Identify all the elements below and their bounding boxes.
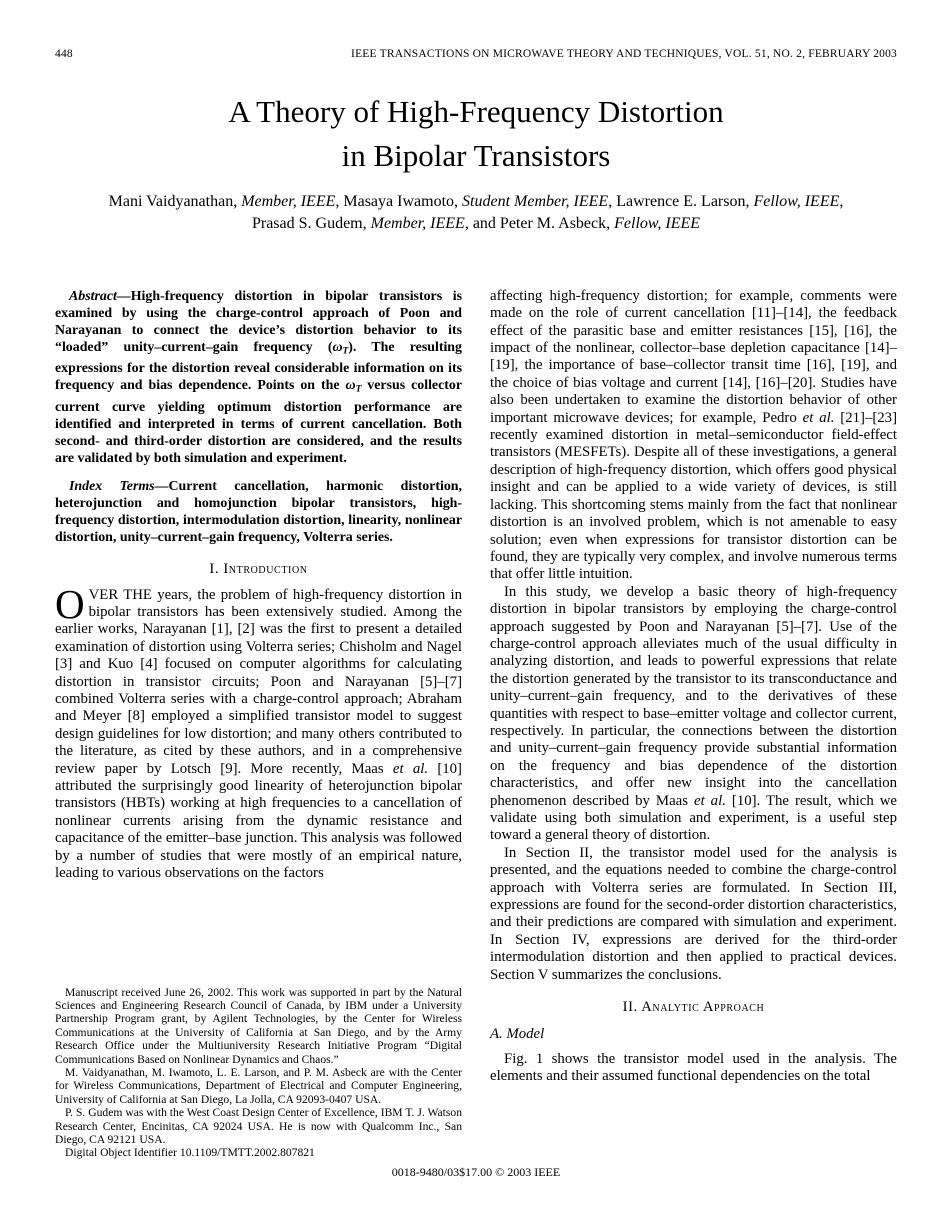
subsection-heading-model: A. Model	[490, 1026, 545, 1043]
outline-paragraph: In Section II, the transistor model used for the analysis is presented, and the equations needed to combine the charge-control approach with Volterra series are formulated. In Section III, expressions are found for the second-order distortion characteristics, and their predictions are compared with simulation and experiment. In Section IV, expressions are derived for the third-order intermodulation distortion and then applied to practical devices. Section V summarizes the conclusions.	[490, 844, 897, 983]
left-column	[55, 288, 462, 1160]
right-column-content	[490, 288, 897, 1086]
footnote-affiliation-authors: M. Vaidyanathan, M. Iwamoto, L. E. Larson, and P. M. Asbeck are with the Center for Wireless Communications, Department of Electrical and Computer Engineering, University of California at San Diego, La Jolla, CA 92093-0407 USA.	[55, 1065, 462, 1106]
author-line-2: Prasad S. Gudem, Member, IEEE, and Peter M. Asbeck, Fellow, IEEE	[251, 215, 701, 233]
section-heading-introduction: I. Introduction	[209, 560, 308, 577]
footnote-doi: Digital Object Identifier 10.1109/TMTT.2002.807821	[65, 1146, 315, 1160]
paper-title-line2: in Bipolar Transistors	[341, 138, 611, 174]
paper-title	[55, 90, 897, 178]
left-column-content	[55, 288, 462, 883]
model-paragraph: Fig. 1 shows the transistor model used in the analysis. The elements and their assumed functional dependencies on the total	[490, 1051, 897, 1085]
right-column	[490, 288, 897, 1160]
copyright-footer: 0018-9480/03$17.00 © 2003 IEEE	[391, 1165, 561, 1179]
dropcap-letter: O	[55, 580, 85, 627]
paper-title-line1: A Theory of High-Frequency Distortion	[228, 94, 724, 129]
page-number: 448	[55, 48, 73, 60]
index-terms: Index Terms—Current cancellation, harmonic distortion, heterojunction and homojunction bipolar transistors, high-frequency distortion, intermodulation distortion, linearity, nonlinear distortion, unity–current–gain frequency, Volterra series.	[55, 478, 462, 545]
continuation-paragraph: affecting high-frequency distortion; for example, comments were made on the role of current cancellation [11]–[14], the feedback effect of the parasitic base and emitter resistances [15], [16], the impact of the nonlinear, collector–base depletion capacitance [14]–[19], the importance of base–collector transit time [16], [19], and the choice of bias voltage and current [14], [16]–[20]. Studies have also been undertaken to examine the distortion behavior of other important microwave devices; for example, Pedro et al. [21]–[23] recently examined distortion in metal–semiconductor field-effect transistors (MESFETs). Despite all of these investigations, a general description of high-frequency distortion, which offers good physical insight and can be applied to a wide variety of devices, is still lacking. This shortcoming stems mainly from the fact that nonlinear distortion is an involved problem, which is not amenable to easy solution; even when expressions for transistor distortion can be found, they are typically very complex, and involve numerous terms that offer little intuition.	[490, 287, 897, 583]
footnote-manuscript: Manuscript received June 26, 2002. This work was supported in part by the Natural Sciences and Engineering Research Council of Canada, by IBM under a University Partnership Program grant, by Agilent Technologies, by the Center for Wireless Communications at the University of California at San Diego, and by the Army Research Office under the Multiuniversity Research Initiative Program “Digital Communications Based on Nonlinear Dynamics and Chaos.”	[55, 985, 462, 1066]
introduction-text: VER THE years, the problem of high-frequency distortion in bipolar transistors has been extensively studied. Among the earlier works, Narayanan [1], [2] was the first to present a detailed examination of distortion using Volterra series; Chisholm and Nagel [3] and Kuo [4] focused on computer algorithms for calculating distortion in transistor circuits; Poon and Narayanan [5]–[7] combined Volterra series with a charge-control approach; Abraham and Meyer [8] employed a simplified transistor model to suggest design guidelines for low distortion; and many others contributed to the literature, as cited by these authors, and in a comprehensive review paper by Lotsch [9]. More recently, Maas et al. [10] attributed the surprisingly good linearity of heterojunction bipolar transistors (HBTs) working at high frequencies to a cancellation of nonlinear currents arising from the dynamic resistance and capacitance of the emitter–base junction. This analysis was followed by a number of studies that were mostly of an empirical nature, leading to various observations on the factors	[55, 586, 462, 882]
author-line-1: Mani Vaidyanathan, Member, IEEE, Masaya Iwamoto, Student Member, IEEE, Lawrence E. Larson, Fellow, IEEE,	[108, 193, 844, 211]
study-paragraph: In this study, we develop a basic theory of high-frequency distortion in bipolar transistors by employing the charge-control approach suggested by Poon and Narayanan [5]–[7]. Use of the charge-control approach alleviates much of the usual difficulty in analyzing distortion, and leads to powerful expressions that relate the distortion generated by the transistor to its transconductance and unity–current–gain frequency, and to the derivatives of these quantities with respect to base–emitter voltage and collector current, respectively. In particular, the connections between the distortion and unity–current–gain frequency provide substantial information on the frequency and bias dependence of the distortion characteristics, and offer new insight into the cancellation phenomenon described by Maas et al. [10]. The result, which we validate using both simulation and experiment, is a useful step toward a general theory of distortion.	[490, 583, 897, 844]
footnote-affiliation-gudem: P. S. Gudem was with the West Coast Design Center of Excellence, IBM T. J. Watson Research Center, Encinitas, CA 92024 USA. He is now with Qualcomm Inc., San Diego, CA 92121 USA.	[55, 1106, 462, 1146]
journal-title: IEEE TRANSACTIONS ON MICROWAVE THEORY AND TECHNIQUES, VOL. 51, NO. 2, FEBRUARY 2003	[351, 48, 897, 60]
section-heading-analytic-approach: II. Analytic Approach	[622, 999, 765, 1016]
author-list	[55, 191, 897, 236]
abstract: Abstract—High-frequency distortion in bipolar transistors is examined by using the charge-control approach of Poon and Narayanan to connect the device’s distortion behavior to its “loaded” unity–current–gain frequency (ωT). The resulting expressions for the distortion reveal considerable information on its frequency and bias dependence. Points on the ωT versus collector current curve yielding optimum distortion performance are identified and interpreted in terms of current cancellation. Both second- and third-order distortion are considered, and the results are validated by both simulation and experiment.	[55, 288, 462, 466]
first-page-footnotes	[55, 986, 462, 1160]
introduction-paragraph	[55, 580, 462, 883]
two-column-body	[55, 288, 897, 1160]
running-head	[55, 48, 897, 60]
